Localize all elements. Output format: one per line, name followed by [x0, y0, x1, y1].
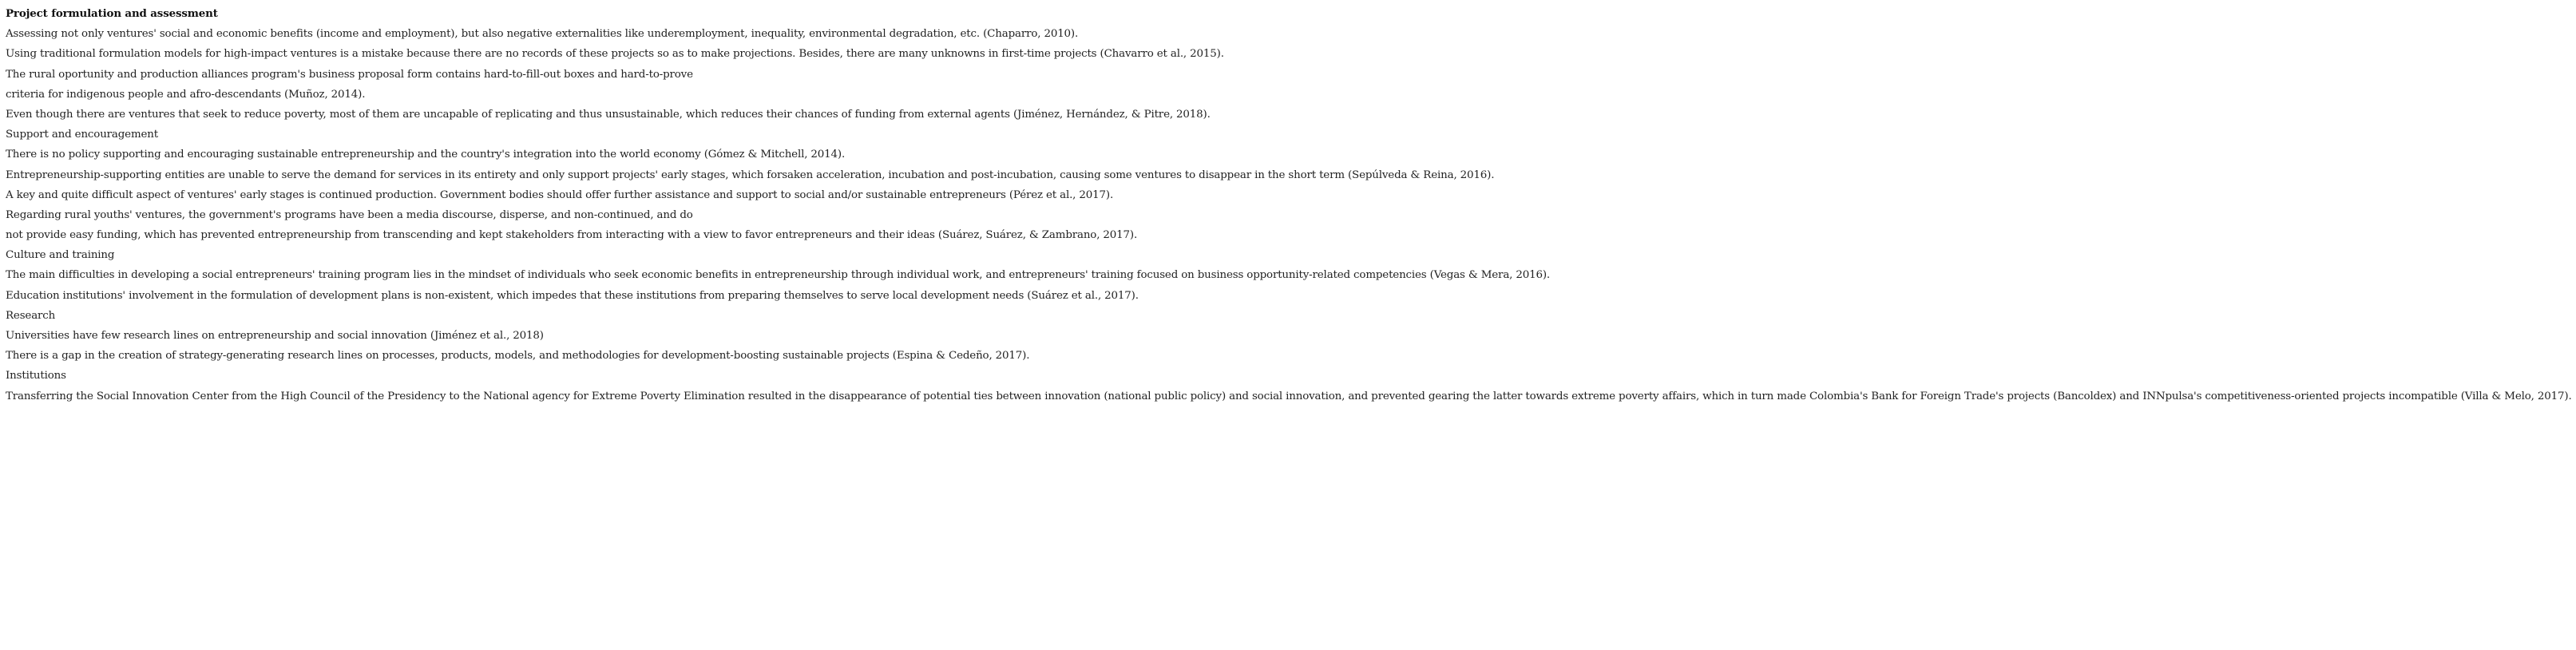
section-heading-culture: Culture and training: [6, 249, 115, 262]
document-body: [6, 4, 2570, 406]
text-line: Transferring the Social Innovation Center from the High Council of the Presidency to the National agency for Extreme Poverty Elimination resulted in the disappearance of potential ties between innovation (national public policy) and social innovation, and prevented gearing the latter towards extreme poverty affairs, which in turn made Colombia's Bank for Foreign Trade's projects (Bancoldex) and INNpulsa's competitiveness-oriented projects incompatible (Villa & Melo, 2017).: [6, 390, 2572, 402]
text-line: Regarding rural youths' ventures, the government's programs have been a media discourse, disperse, and non-continued, and do: [6, 208, 693, 221]
text-line: There is a gap in the creation of strategy-generating research lines on processes, products, models, and methodologies for development-boosting sustainable projects (Espina & Cedeño, 2017).: [6, 350, 1030, 363]
text-line: The rural oportunity and production alliances program's business proposal form contains hard-to-fill-out boxes and hard-to-prove: [6, 68, 693, 81]
text-line: Entrepreneurship-supporting entities are unable to serve the demand for services in its entirety and only support projects' early stages, which forsaken acceleration, incubation and post-incubation, causing some ventures to disappear in the short term (Sepúlveda & Reina, 2016).: [6, 168, 1495, 181]
text-line: not provide easy funding, which has prevented entrepreneurship from transcending and kept stakeholders from interacting with a view to favor entrepreneurs and their ideas (Suárez, Suárez, & Zambrano, 2017).: [6, 229, 1138, 242]
text-line: A key and quite difficult aspect of ventures' early stages is continued production. Government bodies should offer further assistance and support to social and/or sustainable entrepreneurs (Pérez et al., 2017).: [6, 188, 1114, 201]
text-line: Assessing not only ventures' social and economic benefits (income and employment), but also negative externalities like underemployment, inequality, environmental degradation, etc. (Chaparro, 2010).: [6, 28, 1079, 41]
section-heading-research: Research: [6, 309, 56, 322]
section-heading-institutions: Institutions: [6, 370, 66, 382]
text-line: There is no policy supporting and encouraging sustainable entrepreneurship and the country's integration into the world economy (Gómez & Mitchell, 2014).: [6, 149, 846, 161]
section-heading-support: Support and encouragement: [6, 129, 158, 141]
section-title-project-formulation: Project formulation and assessment: [6, 7, 218, 20]
text-line: Universities have few research lines on entrepreneurship and social innovation (Jiménez et al., 2018): [6, 330, 544, 342]
text-line: Using traditional formulation models for high-impact ventures is a mistake because there are no records of these projects so as to make projections. Besides, there are many unknowns in first-time projects (Chavarro et al., 2015).: [6, 48, 1224, 61]
text-line: The main difficulties in developing a social entrepreneurs' training program lies in the mindset of individuals who seek economic benefits in entrepreneurship through individual work, and entrepreneurs' training focused on business opportunity-related competencies (Vegas & Mera, 2016).: [6, 269, 1551, 282]
text-line: criteria for indigenous people and afro-descendants (Muñoz, 2014).: [6, 88, 366, 101]
text-line: Education institutions' involvement in the formulation of development plans is non-existent, which impedes that these institutions from preparing themselves to serve local development needs (Suárez et al., 2017).: [6, 289, 1139, 302]
text-line: Even though there are ventures that seek to reduce poverty, most of them are uncapable of replicating and thus unsustainable, which reduces their chances of funding from external agents (Jiménez, Hernández, & Pitre, 2018).: [6, 108, 1211, 121]
